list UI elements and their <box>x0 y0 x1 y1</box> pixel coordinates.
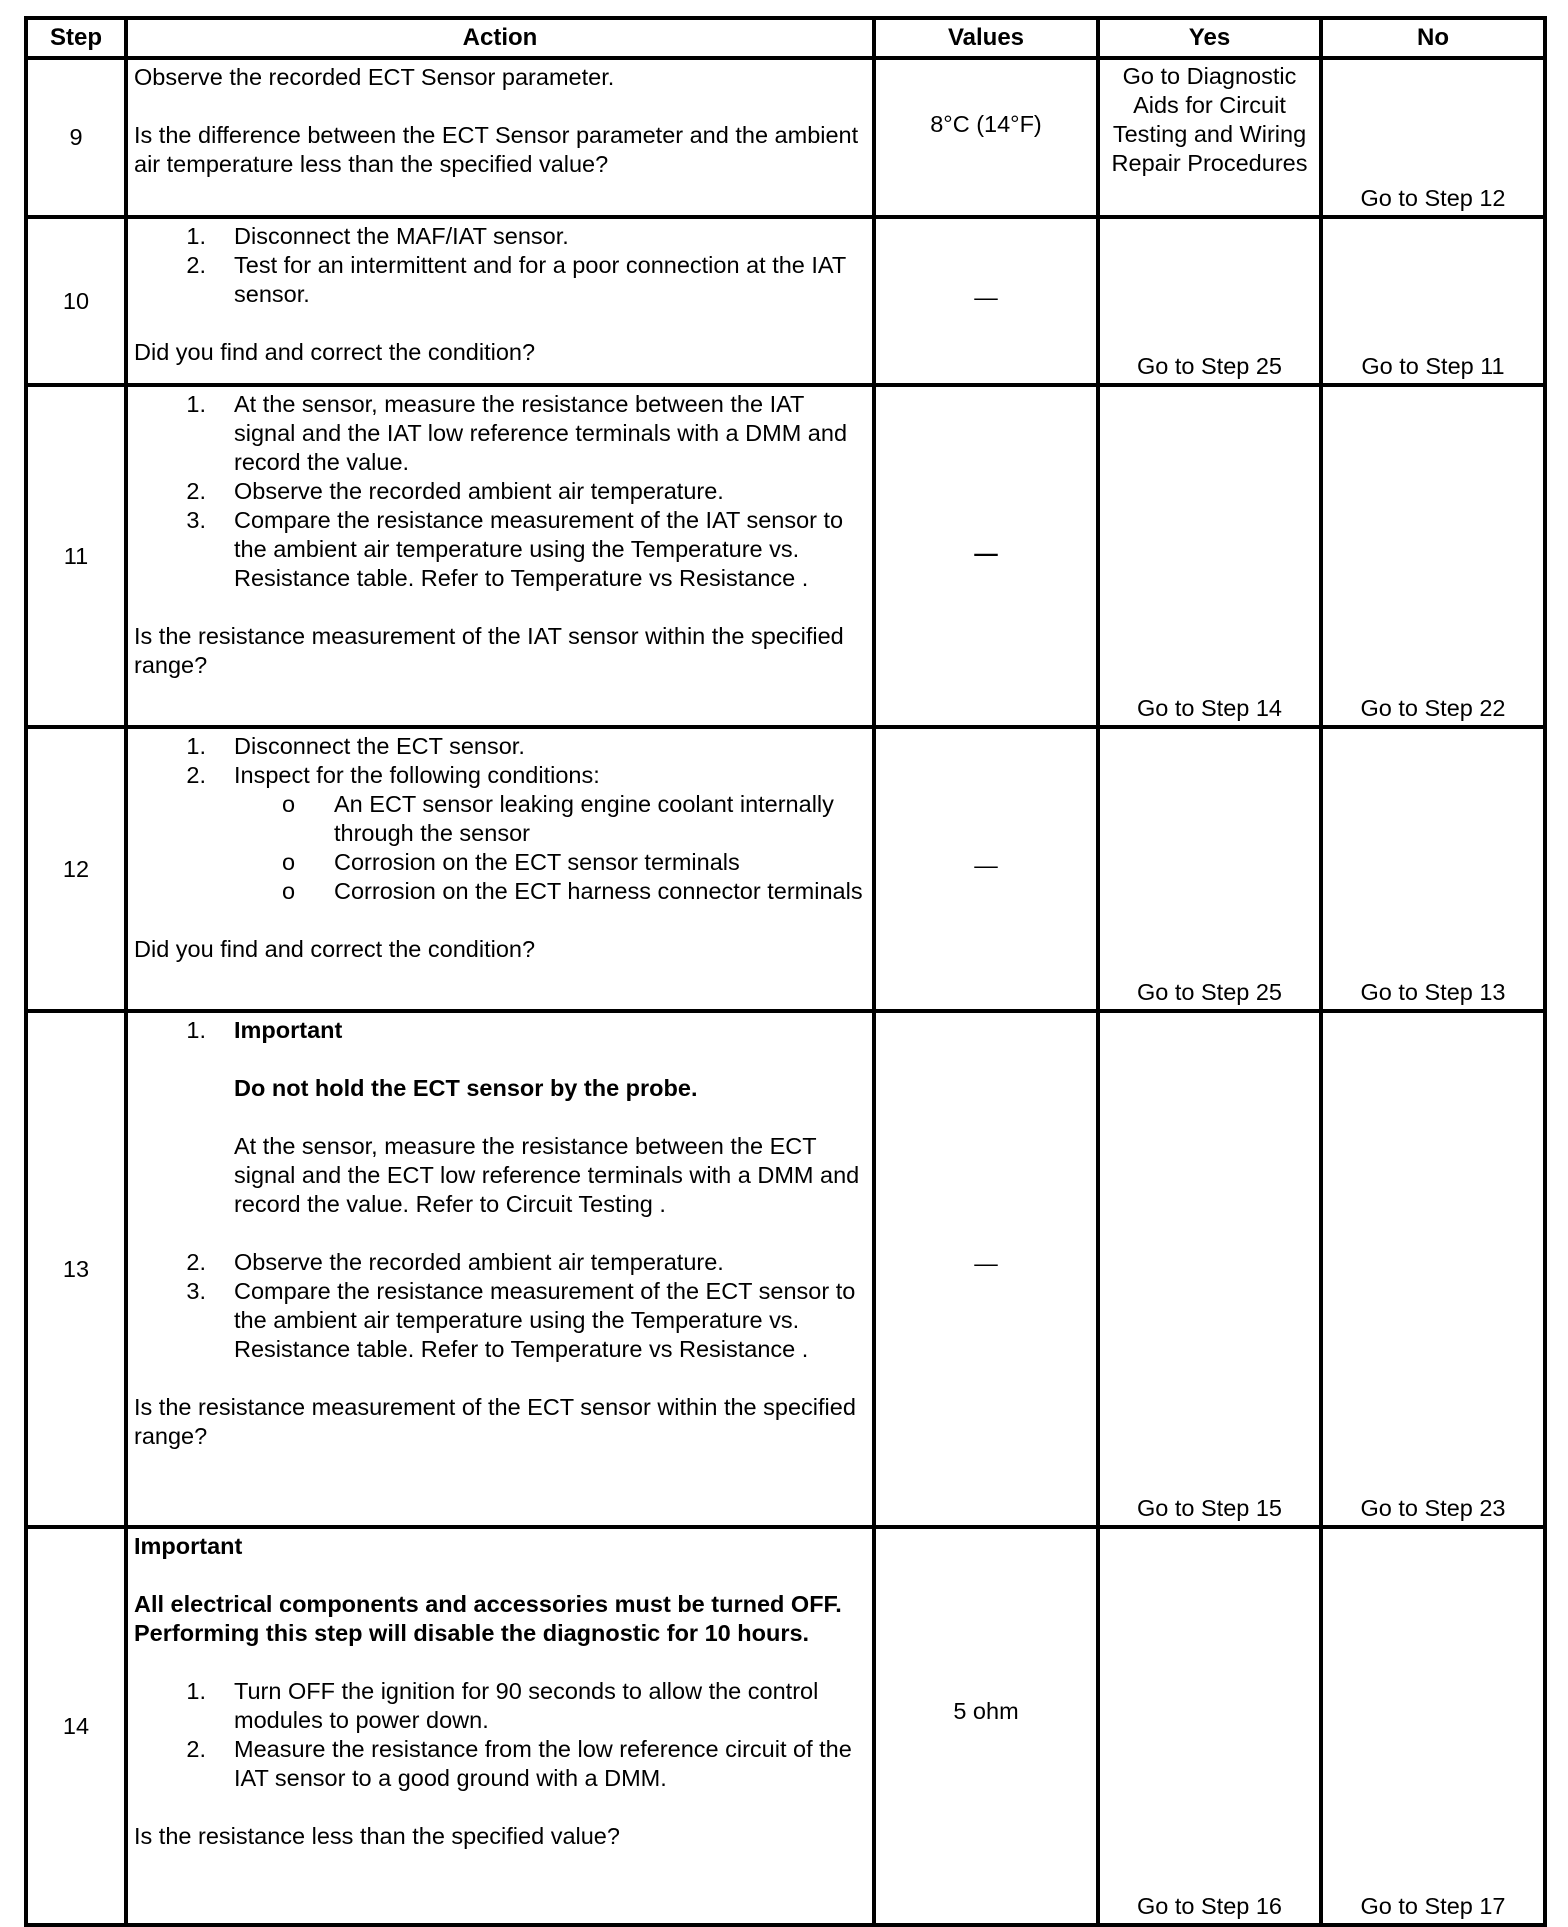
table-row <box>26 385 1545 727</box>
value-text: — <box>974 284 998 310</box>
action-question: Did you find and correct the condition? <box>134 339 536 365</box>
step-number: 9 <box>26 58 126 217</box>
action-text: Observe the recorded ECT Sensor parameter. <box>134 64 615 90</box>
action-question: Is the resistance measurement of the ECT sensor within the specified range? <box>134 1394 856 1449</box>
value-text: — <box>974 852 998 878</box>
no-cell <box>1321 385 1545 727</box>
list-item <box>134 1248 866 1277</box>
item-number: 1. <box>186 223 206 249</box>
step-number: 10 <box>26 217 126 385</box>
action-question: Is the resistance less than the specified value? <box>134 1823 620 1849</box>
item-number: 2. <box>186 1736 206 1762</box>
item-number: 2. <box>186 478 206 504</box>
no-cell <box>1321 217 1545 385</box>
list-item <box>134 222 866 251</box>
important-text: Do not hold the ECT sensor by the probe. <box>234 1075 698 1101</box>
list-item <box>134 477 866 506</box>
item-text: Disconnect the ECT sensor. <box>234 733 525 759</box>
no-cell <box>1321 58 1545 217</box>
bullet-icon: o <box>282 849 296 875</box>
yes-link[interactable]: Go to Step 16 <box>1136 1893 1283 1919</box>
yes-link[interactable]: Go to Step 25 <box>1136 353 1283 379</box>
yes-cell <box>1098 217 1321 385</box>
list-item <box>134 506 866 593</box>
bullet-icon: o <box>282 878 296 904</box>
no-link[interactable]: Go to Step 13 <box>1360 979 1506 1005</box>
item-text: Observe the recorded ambient air temperature. <box>234 478 724 504</box>
action-cell <box>126 217 874 385</box>
yes-cell <box>1098 385 1321 727</box>
yes-link[interactable]: Go to Step 15 <box>1136 1495 1283 1521</box>
item-text: At the sensor, measure the resistance between the IAT signal and the IAT low reference terminals with a DMM and record the value. <box>234 391 848 475</box>
important-label: Important <box>234 1017 343 1043</box>
header-yes: Yes <box>1098 18 1321 58</box>
item-number: 2. <box>186 1249 206 1275</box>
yes-cell <box>1098 58 1321 217</box>
item-text: Test for an intermittent and for a poor connection at the IAT sensor. <box>234 252 846 307</box>
item-number: 3. <box>186 507 206 533</box>
no-link[interactable]: Go to Step 23 <box>1360 1495 1506 1521</box>
item-text: Disconnect the MAF/IAT sensor. <box>234 223 569 249</box>
header-no: No <box>1321 18 1545 58</box>
action-question: Is the difference between the ECT Sensor parameter and the ambient air temperature less than the specified value? <box>134 122 859 177</box>
no-link[interactable]: Go to Step 12 <box>1360 185 1506 211</box>
list-item <box>134 1277 866 1364</box>
action-cell <box>126 727 874 1011</box>
item-text: An ECT sensor leaking engine coolant internally through the sensor <box>334 791 834 846</box>
list-item <box>134 1735 866 1793</box>
value-text: — <box>974 1250 998 1276</box>
action-question: Is the resistance measurement of the IAT sensor within the specified range? <box>134 623 844 678</box>
value-text: 8°C (14°F) <box>930 111 1042 137</box>
header-values: Values <box>874 18 1098 58</box>
item-number: 2. <box>186 762 206 788</box>
bullet-icon: o <box>282 791 296 817</box>
action-question: Did you find and correct the condition? <box>134 936 536 962</box>
item-number: 1. <box>186 1678 206 1704</box>
value-text: 5 ohm <box>953 1698 1019 1724</box>
list-item <box>134 251 866 309</box>
item-number: 3. <box>186 1278 206 1304</box>
item-text: Corrosion on the ECT sensor terminals <box>334 849 740 875</box>
no-link[interactable]: Go to Step 11 <box>1361 353 1505 379</box>
no-link[interactable]: Go to Step 22 <box>1360 695 1506 721</box>
table-row <box>26 58 1545 217</box>
yes-cell <box>1098 727 1321 1011</box>
action-cell <box>126 58 874 217</box>
list-item <box>134 732 866 761</box>
header-row <box>26 18 1545 58</box>
yes-link[interactable]: Go to Step 25 <box>1136 979 1283 1005</box>
sub-list-item <box>134 848 866 877</box>
step-number: 11 <box>26 385 126 727</box>
item-number: 1. <box>186 1017 206 1043</box>
table-row <box>26 727 1545 1011</box>
value-cell <box>874 217 1098 385</box>
list-item <box>134 1016 866 1248</box>
item-text: Compare the resistance measurement of the ECT sensor to the ambient air temperature using the Temperature vs. Resistance table. Refer to Temperature vs Resistance . <box>234 1278 856 1362</box>
value-cell <box>874 385 1098 727</box>
item-text: Observe the recorded ambient air temperature. <box>234 1249 724 1275</box>
action-cell <box>126 1011 874 1527</box>
item-number: 1. <box>186 733 206 759</box>
action-cell <box>126 1527 874 1925</box>
no-link[interactable]: Go to Step 17 <box>1360 1893 1506 1919</box>
header-step: Step <box>26 18 126 58</box>
yes-link[interactable]: Go to Diagnostic Aids for Circuit Testing and Wiring Repair Procedures <box>1111 63 1308 176</box>
value-cell <box>874 727 1098 1011</box>
sub-list-item <box>134 790 866 848</box>
item-number: 1. <box>186 391 206 417</box>
no-cell <box>1321 1011 1545 1527</box>
list-item <box>134 761 866 906</box>
step-number: 14 <box>26 1527 126 1925</box>
action-cell <box>126 385 874 727</box>
list-item <box>134 390 866 477</box>
item-text: Compare the resistance measurement of the IAT sensor to the ambient air temperature using the Temperature vs. Resistance table. Refer to Temperature vs Resistance . <box>234 507 844 591</box>
value-cell <box>874 1011 1098 1527</box>
header-action: Action <box>126 18 874 58</box>
table-row <box>26 217 1545 385</box>
no-cell <box>1321 1527 1545 1925</box>
important-label: Important <box>134 1533 243 1559</box>
value-cell <box>874 58 1098 217</box>
list-item <box>134 1677 866 1735</box>
table-row <box>26 1011 1545 1527</box>
yes-link[interactable]: Go to Step 14 <box>1136 695 1283 721</box>
item-number: 2. <box>186 252 206 278</box>
step-number: 12 <box>26 727 126 1011</box>
step-number: 13 <box>26 1011 126 1527</box>
item-text: Measure the resistance from the low reference circuit of the IAT sensor to a good ground with a DMM. <box>234 1736 852 1791</box>
important-text: All electrical components and accessories must be turned OFF. Performing this step will disable the diagnostic for 10 hours. <box>134 1591 842 1646</box>
item-text: Inspect for the following conditions: <box>234 762 600 788</box>
diagnostic-table <box>24 16 1547 1927</box>
yes-cell <box>1098 1011 1321 1527</box>
sub-list-item <box>134 877 866 906</box>
item-text: Corrosion on the ECT harness connector terminals <box>334 878 863 904</box>
item-text: Turn OFF the ignition for 90 seconds to allow the control modules to power down. <box>234 1678 819 1733</box>
value-cell <box>874 1527 1098 1925</box>
table-row <box>26 1527 1545 1925</box>
value-text: — <box>974 540 998 566</box>
yes-cell <box>1098 1527 1321 1925</box>
no-cell <box>1321 727 1545 1011</box>
item-text: At the sensor, measure the resistance between the ECT signal and the ECT low reference terminals with a DMM and record the value. Refer to Circuit Testing . <box>234 1133 860 1217</box>
